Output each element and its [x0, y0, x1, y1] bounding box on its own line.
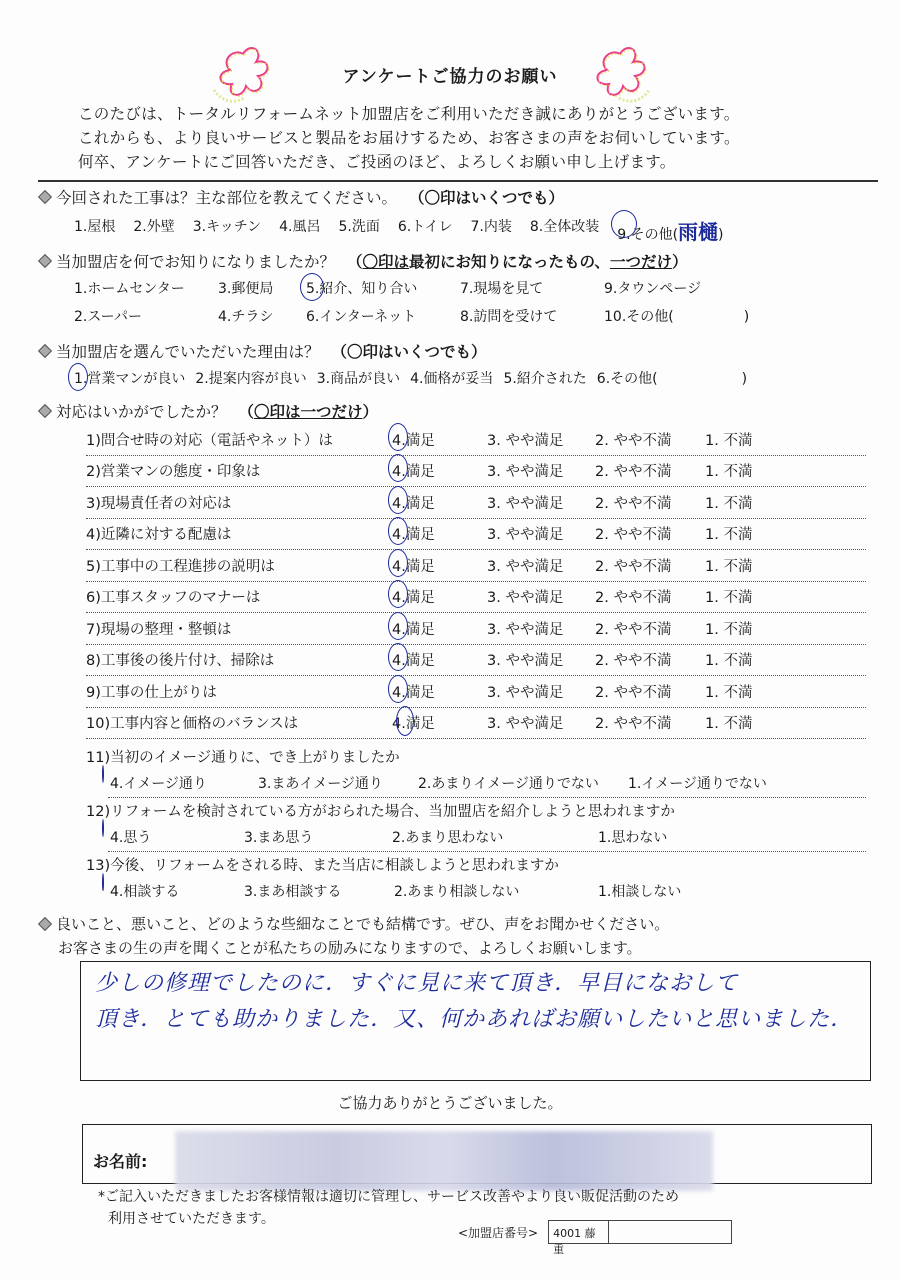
rating-option-2[interactable]: 2. やや不満	[595, 558, 672, 575]
rating-option-1[interactable]: 1. 不満	[705, 527, 753, 544]
privacy-line: 利用させていただきます。	[108, 1211, 275, 1227]
store-extra-field[interactable]	[609, 1221, 731, 1243]
question-reason	[40, 340, 765, 388]
rating-option-2[interactable]: 2. やや不満	[595, 621, 672, 638]
option-full-renovation[interactable]: 8.全体改装	[529, 219, 600, 235]
option-proposal[interactable]: 2.提案内容が良い	[195, 371, 307, 387]
option-town-page[interactable]: 9.タウンページ	[604, 281, 702, 297]
rating-option-3[interactable]: 3. やや満足	[487, 464, 564, 481]
rating-option-3[interactable]: 3. やや満足	[487, 653, 564, 670]
option-salesman-selected[interactable]: 1.営業マンが良い	[74, 368, 185, 388]
intro-line: このたびは、トータルリフォームネット加盟店をご利用いただき誠にありがとうございます。	[78, 105, 740, 123]
rating-option-4-selected[interactable]: 4.満足	[392, 523, 487, 544]
rating-row	[86, 582, 866, 614]
rating-option-4-selected[interactable]: 4.満足	[392, 429, 487, 450]
page-title: アンケートご協力のお願い	[342, 67, 558, 87]
question-12	[86, 800, 866, 852]
question-11	[86, 746, 866, 798]
option-visit[interactable]: 8.訪問を受けて	[460, 309, 558, 325]
thanks-message: ご協力ありがとうございました。	[337, 1094, 563, 1112]
diamond-bullet-icon	[38, 404, 52, 418]
option-home-center[interactable]: 1.ホームセンター	[74, 281, 185, 297]
rating-option-4-selected[interactable]: 4.満足	[392, 712, 487, 733]
name-value-blurred	[175, 1131, 713, 1191]
option-internet[interactable]: 6.インターネット	[306, 309, 417, 325]
comment-line: 少しの修理でしたのに．すぐに見に来て頂き．早目になおして	[95, 971, 739, 996]
option-1[interactable]: 1.イメージ通りでない	[628, 776, 767, 792]
option-post-office[interactable]: 3.郵便局	[218, 281, 274, 297]
rating-option-3[interactable]: 3. やや満足	[487, 684, 564, 701]
rating-option-4-selected[interactable]: 4.満足	[392, 649, 487, 670]
question-source	[40, 250, 804, 326]
option-2[interactable]: 2.あまり相談しない	[394, 884, 520, 900]
rating-table	[86, 424, 866, 739]
rating-option-2[interactable]: 2. やや不満	[595, 495, 672, 512]
divider	[38, 180, 878, 182]
rating-option-1[interactable]: 1. 不満	[705, 590, 753, 607]
question-heading: 今回された工事は？主な部位を教えてください。	[56, 189, 398, 207]
store-number-label: <加盟店番号>	[458, 1225, 539, 1240]
rating-option-1[interactable]: 1. 不満	[705, 621, 753, 638]
rating-row	[86, 456, 866, 488]
option-exterior-wall[interactable]: 2.外壁	[133, 219, 175, 235]
rating-option-4-selected[interactable]: 4.満足	[392, 618, 487, 639]
option-toilet[interactable]: 6.トイレ	[397, 219, 453, 235]
rating-option-2[interactable]: 2. やや不満	[595, 716, 672, 733]
rating-option-4-selected[interactable]: 4.満足	[392, 586, 487, 607]
question-heading: 当加盟店を選んでいただいた理由は？	[56, 343, 320, 361]
comment-line: 頂き．とても助かりました．又、何かあればお願いしたいと思いました．	[95, 1007, 854, 1032]
option-2[interactable]: 2.あまり思わない	[392, 830, 504, 846]
option-other[interactable]: 10.その他( )	[604, 309, 750, 325]
intro-text	[78, 102, 740, 174]
comments-heading-text: 良いこと、悪いこと、どのような些細なことでも結構です。ぜひ、声をお聞かせください。	[56, 915, 670, 933]
rating-option-1[interactable]: 1. 不満	[705, 684, 753, 701]
rating-row	[86, 487, 866, 519]
rating-question: 4)近隣に対する配慮は	[86, 527, 232, 544]
option-4-selected[interactable]: 4.思う	[108, 827, 244, 847]
rating-question: 2)営業マンの態度・印象は	[86, 464, 261, 481]
option-3[interactable]: 3.まあイメージ通り	[258, 776, 383, 792]
comments-heading	[40, 912, 669, 960]
rating-row	[86, 424, 866, 456]
option-4-selected[interactable]: 4.相談する	[108, 881, 244, 901]
rating-question: 7)現場の整理・整頓は	[86, 621, 232, 638]
other-value-handwritten: 雨樋	[678, 220, 719, 244]
option-washroom[interactable]: 5.洗面	[338, 219, 380, 235]
option-referred[interactable]: 5.紹介された	[503, 371, 587, 387]
question-heading: 対応はいかがでしたか？	[56, 403, 227, 421]
comments-textarea[interactable]	[80, 961, 871, 1081]
option-bath[interactable]: 4.風呂	[279, 219, 321, 235]
rating-option-2[interactable]: 2. やや不満	[595, 432, 672, 449]
rating-option-4-selected[interactable]: 4.満足	[392, 492, 487, 513]
rating-question: 10)工事内容と価格のバランスは	[86, 716, 299, 733]
question-note: （〇印はいくつでも）	[331, 343, 487, 361]
option-supermarket[interactable]: 2.スーパー	[74, 309, 142, 325]
comments-subheading: お客さまの生の声を聞くことが私たちの励みになりますので、よろしくお願いします。	[58, 939, 642, 957]
rating-option-2[interactable]: 2. やや不満	[595, 653, 672, 670]
option-3[interactable]: 3.まあ相談する	[244, 884, 342, 900]
rating-option-1[interactable]: 1. 不満	[705, 716, 753, 733]
question-text: 12)リフォームを検討されている方がおられた場合、当加盟店を紹介しようと思われますか	[86, 804, 675, 820]
store-number-box	[548, 1220, 732, 1256]
rating-question: 5)工事中の工程進捗の説明は	[86, 558, 275, 575]
question-rating	[40, 400, 378, 422]
rating-option-2[interactable]: 2. やや不満	[595, 464, 672, 481]
rating-option-1[interactable]: 1. 不満	[705, 432, 753, 449]
rating-option-3[interactable]: 3. やや満足	[487, 527, 564, 544]
intro-line: これからも、より良いサービスと製品をお届けするため、お客さまの声をお伺いしています。	[78, 129, 740, 147]
option-flyer[interactable]: 4.チラシ	[218, 309, 274, 325]
question-13	[86, 854, 866, 901]
rating-option-3[interactable]: 3. やや満足	[487, 432, 564, 449]
rating-option-3[interactable]: 3. やや満足	[487, 495, 564, 512]
rating-question: 9)工事の仕上がりは	[86, 684, 217, 701]
option-other-label: 9.その他(	[617, 227, 679, 243]
question-heading: 当加盟店を何でお知りになりましたか？	[56, 253, 336, 271]
option-3[interactable]: 3.まあ思う	[244, 830, 314, 846]
name-field[interactable]	[82, 1124, 872, 1184]
option-other-selected[interactable]	[617, 216, 723, 245]
option-roof[interactable]: 1.屋根	[74, 219, 116, 235]
option-4-selected[interactable]: 4.イメージ通り	[108, 773, 258, 793]
rating-option-4-selected[interactable]: 4.満足	[392, 460, 487, 481]
rating-option-4-selected[interactable]: 4.満足	[392, 681, 487, 702]
store-code: 4001 藤重	[549, 1221, 609, 1243]
rating-row	[86, 676, 866, 708]
intro-line: 何卒、アンケートにご回答いただき、ご投函のほど、よろしくお願い申し上げます。	[78, 153, 676, 171]
rating-option-1[interactable]: 1. 不満	[705, 464, 753, 481]
rating-option-3[interactable]: 3. やや満足	[487, 716, 564, 733]
rating-option-3[interactable]: 3. やや満足	[487, 558, 564, 575]
option-product[interactable]: 3.商品が良い	[316, 371, 401, 387]
rating-question: 1)問合せ時の対応（電話やネット）は	[86, 432, 333, 449]
question-text: 13)今後、リフォームをされる時、また当店に相談しようと思われますか	[86, 858, 559, 874]
name-label: お名前:	[93, 1152, 148, 1171]
rating-option-4-selected[interactable]: 4.満足	[392, 555, 487, 576]
rating-option-3[interactable]: 3. やや満足	[487, 621, 564, 638]
option-1[interactable]: 1.相談しない	[598, 884, 682, 900]
diamond-bullet-icon	[38, 190, 52, 204]
rating-row	[86, 519, 866, 551]
question-note: （〇印は最初にお知りになったもの、一つだけ）	[347, 253, 688, 271]
option-other[interactable]: 6.その他( )	[596, 371, 748, 387]
privacy-line: *ご記入いただきましたお客様情報は適切に管理し、サービス改善やより良い販促活動のため	[98, 1189, 679, 1205]
rating-option-2[interactable]: 2. やや不満	[595, 590, 672, 607]
rating-option-2[interactable]: 2. やや不満	[595, 527, 672, 544]
rating-question: 8)工事後の後片付け、掃除は	[86, 653, 275, 670]
diamond-bullet-icon	[38, 917, 52, 931]
title-row	[0, 62, 900, 87]
rating-row	[86, 645, 866, 677]
rating-row	[86, 613, 866, 645]
rating-question: 3)現場責任者の対応は	[86, 495, 232, 512]
rating-row	[86, 550, 866, 582]
question-work	[40, 186, 724, 245]
diamond-bullet-icon	[38, 254, 52, 268]
rating-option-3[interactable]: 3. やや満足	[487, 590, 564, 607]
option-saw-site[interactable]: 7.現場を見て	[460, 281, 544, 297]
option-kitchen[interactable]: 3.キッチン	[192, 219, 262, 235]
rating-row	[86, 708, 866, 740]
rating-option-1[interactable]: 1. 不満	[705, 558, 753, 575]
question-text: 11)当初のイメージ通りに、でき上がりましたか	[86, 750, 400, 766]
question-note: （〇印は一つだけ）	[238, 403, 379, 421]
rating-option-1[interactable]: 1. 不満	[705, 495, 753, 512]
option-interior[interactable]: 7.内装	[470, 219, 512, 235]
option-price[interactable]: 4.価格が妥当	[410, 371, 494, 387]
rating-option-1[interactable]: 1. 不満	[705, 653, 753, 670]
diamond-bullet-icon	[38, 344, 52, 358]
option-referral-selected[interactable]: 5.紹介、知り合い	[306, 278, 460, 298]
handwritten-comment	[95, 966, 860, 1038]
store-number	[458, 1220, 732, 1256]
rating-option-2[interactable]: 2. やや不満	[595, 684, 672, 701]
rating-question: 6)工事スタッフのマナーは	[86, 590, 261, 607]
question-note: （〇印はいくつでも）	[409, 189, 565, 207]
option-2[interactable]: 2.あまりイメージ通りでない	[418, 776, 599, 792]
close-paren: )	[718, 227, 724, 243]
option-1[interactable]: 1.思わない	[598, 830, 668, 846]
